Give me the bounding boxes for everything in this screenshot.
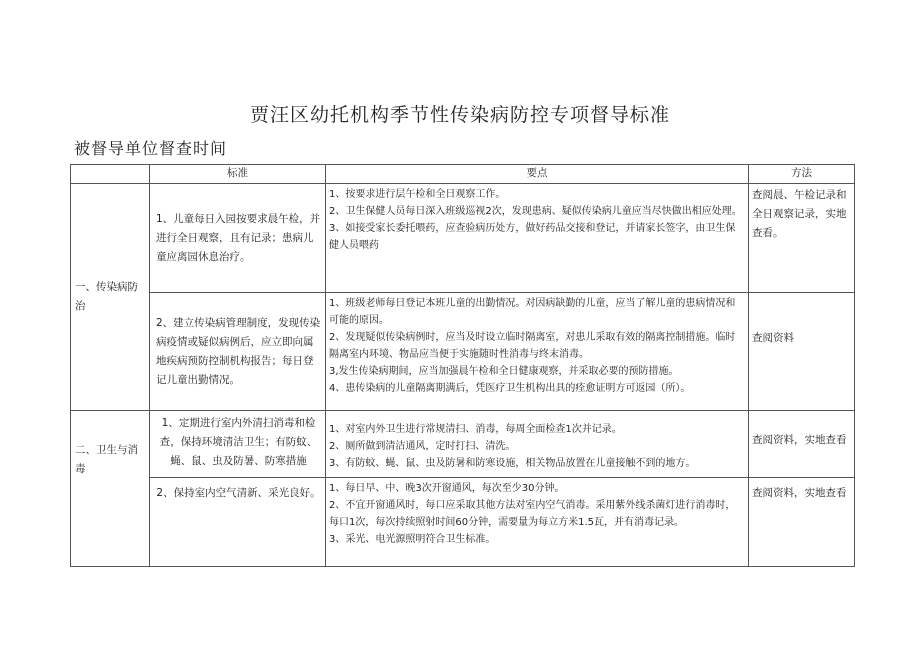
section-name: 二、卫生与消毒 [71, 411, 150, 567]
standard-cell: 1、定期进行室内外清扫消毒和检查，保持环境清洁卫生；有防蚊、蝇、鼠、虫及防暑、防寒措施 [150, 411, 326, 478]
standard-cell: 2、建立传染病管理制度，发现传染病疫情或疑似病例后，应立即向属地疾病预防控制机构报告；每日登记儿童出勤情况。 [150, 293, 326, 411]
point-item: 3、有防蚊、蝇、鼠、虫及防暑和防寒设施，相关物品放置在儿童接触不到的地方。 [329, 458, 696, 469]
table-row [71, 478, 855, 567]
method-cell: 查阅资料 [749, 293, 855, 411]
header-standard: 标准 [150, 165, 326, 184]
method-cell: 查阅晨、午检记录和全日观察记录，实地查看。 [749, 184, 855, 293]
point-item: 2、不宜开窗通风时，每口应采取其他方法对室内空气消毒。采用紫外线杀菌灯进行消毒时，每口1次，每次持续照射时间60分钟，需要量为每立方米1.5瓦，并有消毒记录。 [329, 500, 736, 528]
point-item: 3,发生传染病期间，应当加强晨午检和全日健康观察，并采取必要的预防措施。 [329, 366, 679, 377]
table-row [71, 411, 855, 478]
standards-table [70, 164, 855, 567]
standard-cell: 1、儿童每日入园按要求晨午检，并进行全日观察，且有记录；患病儿童应离园休息治疗。 [150, 184, 326, 293]
points-cell [326, 478, 749, 567]
header-method: 方法 [749, 165, 855, 184]
point-item: 1、班级老师每日登记本班儿童的出勤情况。对因病缺勤的儿童，应当了解儿童的患病情况和可能的原因。 [329, 298, 736, 326]
table-row [71, 184, 855, 293]
subtitle: 被督导单位督查时间 [74, 139, 228, 158]
points-cell [326, 411, 749, 478]
section-name: 一、传染病防治 [71, 184, 150, 411]
point-item: 2、发现疑似传染病例时，应当及时设立临时隔离室，对患儿采取有效的隔离控制措施。临时隔离室内环境、物品应当便于实施随时性消毒与终末消毒。 [329, 332, 736, 360]
points-cell [326, 184, 749, 293]
header-points: 要点 [326, 165, 749, 184]
point-item: 1、按要求进行层午检和全日观察工作。 [329, 189, 506, 200]
method-cell: 查阅资料，实地查看 [749, 478, 855, 567]
standard-cell: 2、保持室内空气清新、采光良好。 [150, 478, 326, 567]
points-cell [326, 293, 749, 411]
table-header-row [71, 165, 855, 184]
point-item: 4、患传染病的儿童隔离期满后，凭医疗卫生机构出具的痊愈证明方可返园（所）。 [329, 383, 691, 394]
point-item: 3、如接受家长委托喂药，应查验病历处方，做好药品交接和登记，并请家长签字，由卫生保健人员喂药 [329, 223, 736, 251]
page-title: 贾汪区幼托机构季节性传染病防控专项督导标准 [249, 104, 670, 126]
method-cell: 查阅资料，实地查看 [749, 411, 855, 478]
table-row [71, 293, 855, 411]
point-item: 2、厕所做到清洁通风，定时打扫、清洗。 [329, 441, 516, 452]
point-item: 1、对室内外卫生进行常规清扫、消毒，每周全面检查1次并记录。 [329, 424, 622, 435]
header-section [71, 165, 150, 184]
point-item: 1、每日早、中、晚3次开窗通风，每次至少30分钟。 [329, 483, 565, 494]
point-item: 3、采光、电光源照明符合卫生标准。 [329, 534, 496, 545]
point-item: 2、卫生保健人员每日深入班级巡视2次，发现患病、疑似传染病儿童应当尽快做出相应处理。 [329, 206, 742, 217]
